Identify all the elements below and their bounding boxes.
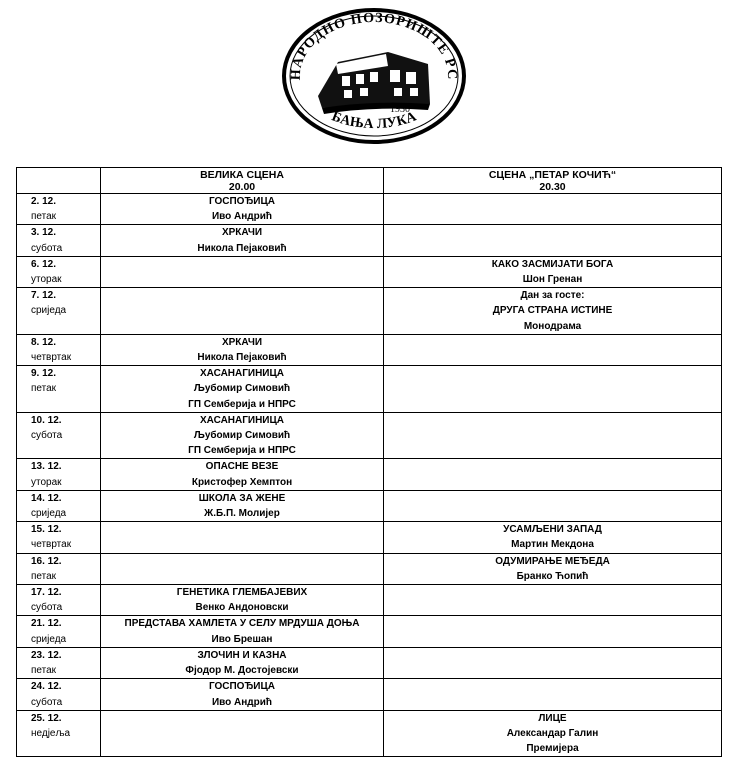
performance-detail: Кристофер Хемптон <box>191 476 293 488</box>
table-header-row <box>17 168 722 194</box>
logo-ring-text: НАРОДНО ПОЗОРИШТЕ РС <box>288 10 460 81</box>
performance-title: Дан за госте: <box>520 290 585 302</box>
date-text: 8. 12. <box>31 336 57 348</box>
weekday-text: сриједа <box>31 305 67 317</box>
performance-detail: ГП Семберија и НПРС <box>188 445 296 457</box>
header-small-stage <box>384 168 722 194</box>
date-text: 25. 12. <box>31 712 62 724</box>
big-stage-cell <box>101 412 384 459</box>
date-text: 2. 12. <box>31 196 57 207</box>
date-text: 13. 12. <box>31 461 62 473</box>
weekday-text: субота <box>31 696 63 708</box>
big-stage-cell <box>101 553 384 584</box>
small-stage-cell <box>384 256 722 287</box>
table-row <box>17 194 722 225</box>
performance-detail: Фјодор М. Достојевски <box>185 665 299 677</box>
small-stage-cell <box>384 225 722 256</box>
table-row <box>17 522 722 553</box>
performance-title: ГЕНЕТИКА ГЛЕМБАЈЕВИХ <box>176 587 308 599</box>
performance-title: ЛИЦЕ <box>538 712 567 724</box>
date-text: 17. 12. <box>31 587 62 599</box>
small-stage-cell <box>384 366 722 413</box>
small-stage-cell <box>384 459 722 490</box>
table-row <box>17 366 722 413</box>
date-text: 10. 12. <box>31 414 62 426</box>
performance-detail: Љубомир Симовић <box>193 430 291 442</box>
weekday-text: уторак <box>31 274 62 286</box>
small-stage-cell <box>384 194 722 225</box>
weekday-text: петак <box>31 665 57 677</box>
performance-title: ОДУМИРАЊЕ МЕЂЕДА <box>495 555 610 567</box>
big-stage-cell <box>101 366 384 413</box>
weekday-text: субота <box>31 602 63 614</box>
table-row <box>17 647 722 678</box>
weekday-text: петак <box>31 570 57 582</box>
small-stage-cell <box>384 585 722 616</box>
weekday-text: субота <box>31 242 63 254</box>
performance-detail: Монодрама <box>523 320 582 332</box>
theatre-building-illustration <box>318 52 430 114</box>
big-stage-cell <box>101 647 384 678</box>
performance-detail: ГП Семберија и НПРС <box>188 398 296 410</box>
table-row <box>17 459 722 490</box>
big-stage-cell <box>101 522 384 553</box>
date-cell <box>17 647 101 678</box>
big-stage-cell <box>101 679 384 710</box>
performance-detail: Александар Галин <box>506 727 599 739</box>
weekday-text: петак <box>31 383 57 395</box>
big-stage-cell <box>101 585 384 616</box>
performance-title: ГОСПОЂИЦА <box>208 196 276 207</box>
small-stage-cell <box>384 616 722 647</box>
big-stage-title: ВЕЛИКА СЦЕНА <box>200 169 284 181</box>
performance-title: ХАСАНАГИНИЦА <box>199 368 285 380</box>
performance-detail: ДРУГА СТРАНА ИСТИНЕ <box>492 305 613 317</box>
performance-detail: Никола Пејаковић <box>197 242 287 254</box>
small-stage-cell <box>384 412 722 459</box>
date-text: 9. 12. <box>31 368 57 380</box>
small-stage-cell <box>384 710 722 757</box>
small-stage-cell <box>384 679 722 710</box>
big-stage-time: 20.00 <box>228 181 256 193</box>
small-stage-cell <box>384 288 722 335</box>
performance-detail: Мартин Мекдона <box>511 539 594 551</box>
date-text: 6. 12. <box>31 258 57 270</box>
performance-detail: Иво Андрић <box>211 696 273 708</box>
table-row <box>17 585 722 616</box>
table-row <box>17 288 722 335</box>
small-stage-cell <box>384 490 722 521</box>
table-row <box>17 412 722 459</box>
table-row <box>17 553 722 584</box>
weekday-text: недјеља <box>31 727 71 739</box>
date-cell <box>17 585 101 616</box>
table-row <box>17 710 722 757</box>
performance-detail: Никола Пејаковић <box>197 352 287 364</box>
date-cell <box>17 288 101 335</box>
big-stage-cell <box>101 225 384 256</box>
date-text: 24. 12. <box>31 681 62 693</box>
big-stage-cell <box>101 710 384 757</box>
weekday-text: уторак <box>31 476 62 488</box>
performance-detail: Иво Андрић <box>211 211 273 223</box>
table-row <box>17 616 722 647</box>
date-cell <box>17 412 101 459</box>
date-cell <box>17 225 101 256</box>
date-text: 15. 12. <box>31 524 62 536</box>
small-stage-title: СЦЕНА „ПЕТАР КОЧИЋ“ <box>488 169 617 181</box>
big-stage-cell <box>101 616 384 647</box>
date-cell <box>17 616 101 647</box>
table-row <box>17 679 722 710</box>
weekday-text: четвртак <box>31 352 72 364</box>
performance-title: ЗЛОЧИН И КАЗНА <box>197 649 287 661</box>
logo-city: БАЊА ЛУКА <box>329 109 419 133</box>
performance-title: КАКО ЗАСМИЈАТИ БОГА <box>491 258 614 270</box>
small-stage-cell <box>384 553 722 584</box>
big-stage-cell <box>101 490 384 521</box>
date-text: 3. 12. <box>31 227 57 239</box>
weekday-text: сриједа <box>31 633 67 645</box>
date-cell <box>17 522 101 553</box>
header-date-cell <box>17 168 101 194</box>
weekday-text: субота <box>31 430 63 442</box>
performance-detail: Ж.Б.П. Молијер <box>204 508 280 520</box>
logo-year: 1930 <box>390 104 410 115</box>
performance-title: УСАМЉЕНИ ЗАПАД <box>503 524 602 536</box>
performance-detail: Венко Андоновски <box>195 602 289 614</box>
big-stage-cell <box>101 288 384 335</box>
date-cell <box>17 256 101 287</box>
date-cell <box>17 710 101 757</box>
weekday-text: петак <box>31 211 57 223</box>
big-stage-cell <box>101 194 384 225</box>
date-cell <box>17 679 101 710</box>
performance-detail: Премијера <box>526 743 579 755</box>
weekday-text: сриједа <box>31 508 67 520</box>
small-stage-cell <box>384 334 722 365</box>
performance-schedule-table <box>16 167 722 757</box>
date-text: 21. 12. <box>31 618 62 630</box>
date-cell <box>17 553 101 584</box>
table-row <box>17 256 722 287</box>
small-stage-cell <box>384 647 722 678</box>
performance-detail: Шон Гренан <box>522 274 583 286</box>
performance-title: ПРЕДСТАВА ХАМЛЕТА У СЕЛУ МРДУША ДОЊА <box>124 618 360 630</box>
performance-title: ГОСПОЂИЦА <box>208 681 276 693</box>
date-text: 16. 12. <box>31 555 62 567</box>
performance-title: ХРКАЧИ <box>221 336 263 348</box>
header-big-stage <box>101 168 384 194</box>
small-stage-time: 20.30 <box>539 181 566 193</box>
table-row <box>17 334 722 365</box>
performance-title: ШКОЛА ЗА ЖЕНЕ <box>198 492 286 504</box>
date-cell <box>17 459 101 490</box>
table-row <box>17 225 722 256</box>
theatre-logo <box>278 4 470 146</box>
performance-detail: Бранко Ћопић <box>516 570 589 582</box>
performance-title: ХРКАЧИ <box>221 227 263 239</box>
date-cell <box>17 366 101 413</box>
date-text: 7. 12. <box>31 290 57 302</box>
date-cell <box>17 194 101 225</box>
date-text: 14. 12. <box>31 492 62 504</box>
date-text: 23. 12. <box>31 649 62 661</box>
weekday-text: четвртак <box>31 539 72 551</box>
performance-title: ХАСАНАГИНИЦА <box>199 414 285 426</box>
performance-detail: Љубомир Симовић <box>193 383 291 395</box>
big-stage-cell <box>101 334 384 365</box>
small-stage-cell <box>384 522 722 553</box>
date-cell <box>17 490 101 521</box>
big-stage-cell <box>101 459 384 490</box>
table-row <box>17 490 722 521</box>
big-stage-cell <box>101 256 384 287</box>
date-cell <box>17 334 101 365</box>
performance-title: ОПАСНЕ ВЕЗЕ <box>205 461 279 473</box>
performance-detail: Иво Брешан <box>211 633 273 645</box>
